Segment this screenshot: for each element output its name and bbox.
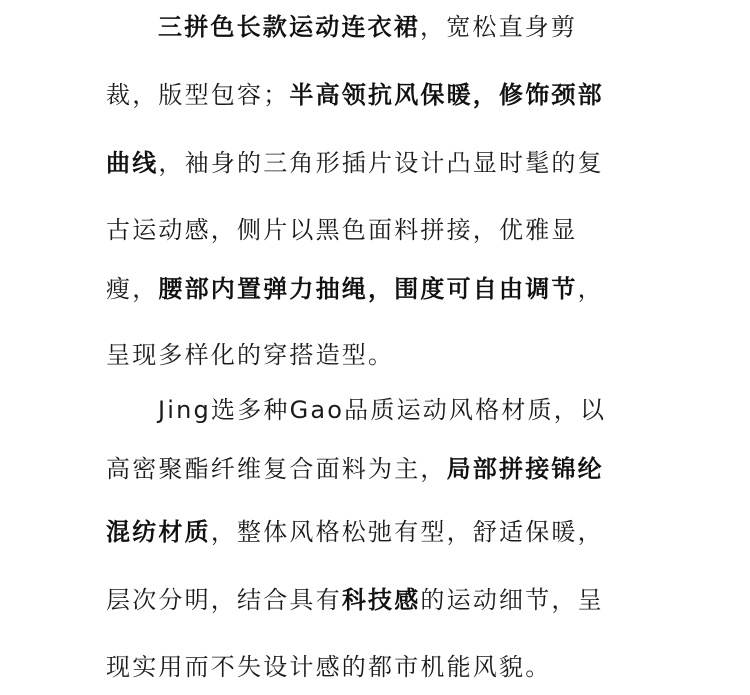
highlight-text: 三拼色长款运动连衣裙 xyxy=(158,13,420,41)
paragraph-2-line-1 xyxy=(158,393,718,427)
body-text: ，整体风格松弛有型，舒适保暖， xyxy=(210,518,604,546)
paragraph-1-line-1 xyxy=(158,10,718,44)
highlight-text: 混纺材质 xyxy=(106,518,211,546)
highlight-text: 半高领抗风保暖，修饰颈部 xyxy=(289,81,604,109)
highlight-text: 科技感 xyxy=(341,586,421,614)
body-text: 裁，版型包容； xyxy=(106,81,290,109)
paragraph-1-line-3 xyxy=(106,146,666,180)
body-text: 现实用而不失设计感的都市机能风貌。 xyxy=(106,653,552,681)
paragraph-2-line-5 xyxy=(106,650,666,684)
body-text: 的运动细节，呈 xyxy=(420,586,604,614)
body-text: 古运动感，侧片以黑色面料拼接，优雅显 xyxy=(106,216,578,244)
paragraph-1-line-2 xyxy=(106,78,666,112)
body-text: 瘦， xyxy=(106,275,159,303)
body-text: ，宽松直身剪 xyxy=(420,13,578,41)
paragraph-2-line-2 xyxy=(106,452,666,486)
paragraph-1-line-4 xyxy=(106,213,666,247)
paragraph-1-line-5 xyxy=(106,272,666,306)
body-text: 高密聚酯纤维复合面料为主， xyxy=(106,455,447,483)
paragraph-2-line-4 xyxy=(106,583,666,617)
body-text: Jing选多种Gao品质运动风格材质，以 xyxy=(158,396,607,424)
highlight-text: 曲线 xyxy=(106,149,159,177)
highlight-text: 腰部内置弹力抽绳，围度可自由调节 xyxy=(158,275,578,303)
body-text: 层次分明，结合具有 xyxy=(106,586,342,614)
paragraph-2-line-3 xyxy=(106,515,666,549)
highlight-text: 局部拼接锦纶 xyxy=(446,455,604,483)
body-text: 呈现多样化的穿搭造型。 xyxy=(106,341,395,369)
paragraph-1-line-6 xyxy=(106,338,666,372)
body-text: ，袖身的三角形插片设计凸显时髦的复 xyxy=(158,149,604,177)
body-text: ， xyxy=(577,275,604,303)
